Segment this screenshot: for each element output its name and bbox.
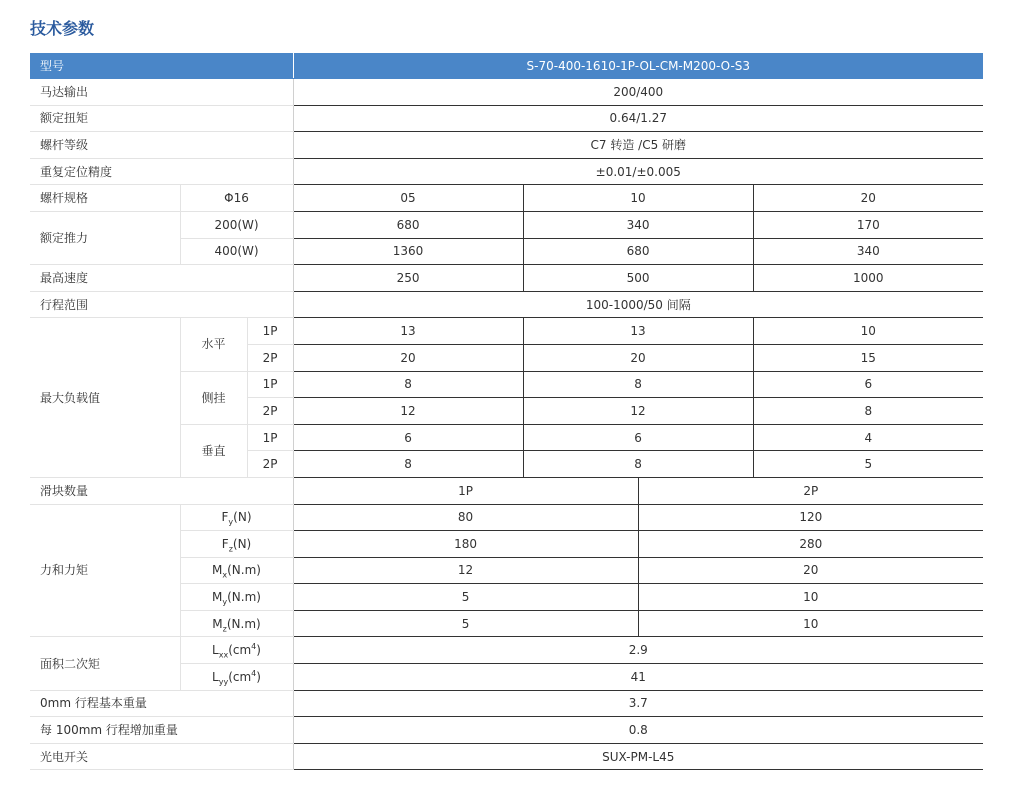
slider-count-label: 1P bbox=[247, 371, 293, 398]
row-sublabel: $F_y(N)$ bbox=[180, 504, 293, 531]
table-row bbox=[30, 105, 983, 132]
load-direction: 垂直 bbox=[180, 424, 247, 477]
cell-value: 05 bbox=[293, 185, 523, 212]
table-row bbox=[30, 504, 983, 531]
table-row bbox=[30, 291, 983, 318]
row-value: SUX-PM-L45 bbox=[293, 743, 983, 770]
page-title: 技术参数 bbox=[30, 19, 95, 38]
table-row bbox=[30, 717, 983, 744]
row-sublabel: 200(W) bbox=[180, 211, 293, 238]
cell-value: 340 bbox=[523, 211, 753, 238]
slider-count-label: 1P bbox=[247, 424, 293, 451]
load-direction: 侧挂 bbox=[180, 371, 247, 424]
row-sublabel: $L_{xx}(cm^4)$ bbox=[180, 637, 293, 664]
cell-value: 6 bbox=[293, 424, 523, 451]
cell-value: 280 bbox=[638, 531, 983, 558]
row-value: 41 bbox=[293, 664, 983, 691]
table-row bbox=[30, 318, 983, 345]
cell-value: 5 bbox=[293, 610, 638, 637]
table-row bbox=[30, 690, 983, 717]
slider-count-label: 2P bbox=[247, 398, 293, 425]
cell-value: 1P bbox=[293, 477, 638, 504]
cell-value: 500 bbox=[523, 265, 753, 292]
cell-value: 15 bbox=[753, 344, 983, 371]
cell-value: 6 bbox=[523, 424, 753, 451]
model-number: S-70-400-1610-1P-OL-CM-M200-O-S3 bbox=[293, 53, 983, 79]
row-value: 100-1000/50 间隔 bbox=[293, 291, 983, 318]
table-row bbox=[30, 477, 983, 504]
row-label: 最大负载值 bbox=[30, 318, 180, 478]
row-sublabel: $F_z(N)$ bbox=[180, 531, 293, 558]
cell-value: 170 bbox=[753, 211, 983, 238]
cell-value: 680 bbox=[523, 238, 753, 265]
row-sublabel: $M_x(N.m)$ bbox=[180, 557, 293, 584]
row-label: 面积二次矩 bbox=[30, 637, 180, 690]
row-label: 额定推力 bbox=[30, 211, 180, 264]
cell-value: 4 bbox=[753, 424, 983, 451]
cell-value: 340 bbox=[753, 238, 983, 265]
row-label: 螺杆等级 bbox=[30, 132, 293, 159]
cell-value: 20 bbox=[523, 344, 753, 371]
cell-value: 250 bbox=[293, 265, 523, 292]
row-value: 0.64/1.27 bbox=[293, 105, 983, 132]
table-row bbox=[30, 743, 983, 770]
cell-value: 1360 bbox=[293, 238, 523, 265]
row-value: ±0.01/±0.005 bbox=[293, 158, 983, 185]
row-label: 力和力矩 bbox=[30, 504, 180, 637]
cell-value: 12 bbox=[293, 557, 638, 584]
row-label: 0mm 行程基本重量 bbox=[30, 690, 293, 717]
slider-count-label: 2P bbox=[247, 344, 293, 371]
row-label: 光电开关 bbox=[30, 743, 293, 770]
cell-value: 1000 bbox=[753, 265, 983, 292]
table-row bbox=[30, 79, 983, 106]
model-label: 型号 bbox=[30, 53, 293, 79]
row-label: 马达输出 bbox=[30, 79, 293, 106]
table-row bbox=[30, 211, 983, 238]
spec-table bbox=[30, 53, 983, 770]
row-label: 额定扭矩 bbox=[30, 105, 293, 132]
row-value: 0.8 bbox=[293, 717, 983, 744]
cell-value: 8 bbox=[753, 398, 983, 425]
cell-value: 6 bbox=[753, 371, 983, 398]
cell-value: 12 bbox=[523, 398, 753, 425]
cell-value: 10 bbox=[753, 318, 983, 345]
row-label: 每 100mm 行程增加重量 bbox=[30, 717, 293, 744]
row-sublabel: $M_y(N.m)$ bbox=[180, 584, 293, 611]
cell-value: 10 bbox=[523, 185, 753, 212]
row-sublabel: $M_z(N.m)$ bbox=[180, 610, 293, 637]
row-sublabel: $L_{yy}(cm^4)$ bbox=[180, 664, 293, 691]
cell-value: 20 bbox=[293, 344, 523, 371]
cell-value: 20 bbox=[753, 185, 983, 212]
table-row bbox=[30, 637, 983, 664]
row-label: 最高速度 bbox=[30, 265, 293, 292]
row-sublabel: Φ16 bbox=[180, 185, 293, 212]
cell-value: 8 bbox=[293, 451, 523, 478]
cell-value: 2P bbox=[638, 477, 983, 504]
row-label: 滑块数量 bbox=[30, 477, 293, 504]
cell-value: 20 bbox=[638, 557, 983, 584]
cell-value: 5 bbox=[753, 451, 983, 478]
row-label: 行程范围 bbox=[30, 291, 293, 318]
slider-count-label: 1P bbox=[247, 318, 293, 345]
cell-value: 180 bbox=[293, 531, 638, 558]
table-row bbox=[30, 265, 983, 292]
row-value: 3.7 bbox=[293, 690, 983, 717]
cell-value: 80 bbox=[293, 504, 638, 531]
cell-value: 13 bbox=[523, 318, 753, 345]
table-row bbox=[30, 158, 983, 185]
row-sublabel: 400(W) bbox=[180, 238, 293, 265]
cell-value: 8 bbox=[523, 371, 753, 398]
cell-value: 8 bbox=[523, 451, 753, 478]
slider-count-label: 2P bbox=[247, 451, 293, 478]
cell-value: 10 bbox=[638, 610, 983, 637]
cell-value: 13 bbox=[293, 318, 523, 345]
row-value: 200/400 bbox=[293, 79, 983, 106]
row-value: 2.9 bbox=[293, 637, 983, 664]
row-value: C7 转造 /C5 研磨 bbox=[293, 132, 983, 159]
cell-value: 680 bbox=[293, 211, 523, 238]
row-label: 螺杆规格 bbox=[30, 185, 180, 212]
cell-value: 5 bbox=[293, 584, 638, 611]
cell-value: 12 bbox=[293, 398, 523, 425]
cell-value: 8 bbox=[293, 371, 523, 398]
load-direction: 水平 bbox=[180, 318, 247, 371]
cell-value: 10 bbox=[638, 584, 983, 611]
row-label: 重复定位精度 bbox=[30, 158, 293, 185]
cell-value: 120 bbox=[638, 504, 983, 531]
table-row bbox=[30, 132, 983, 159]
table-row bbox=[30, 185, 983, 212]
table-header-row bbox=[30, 53, 983, 79]
